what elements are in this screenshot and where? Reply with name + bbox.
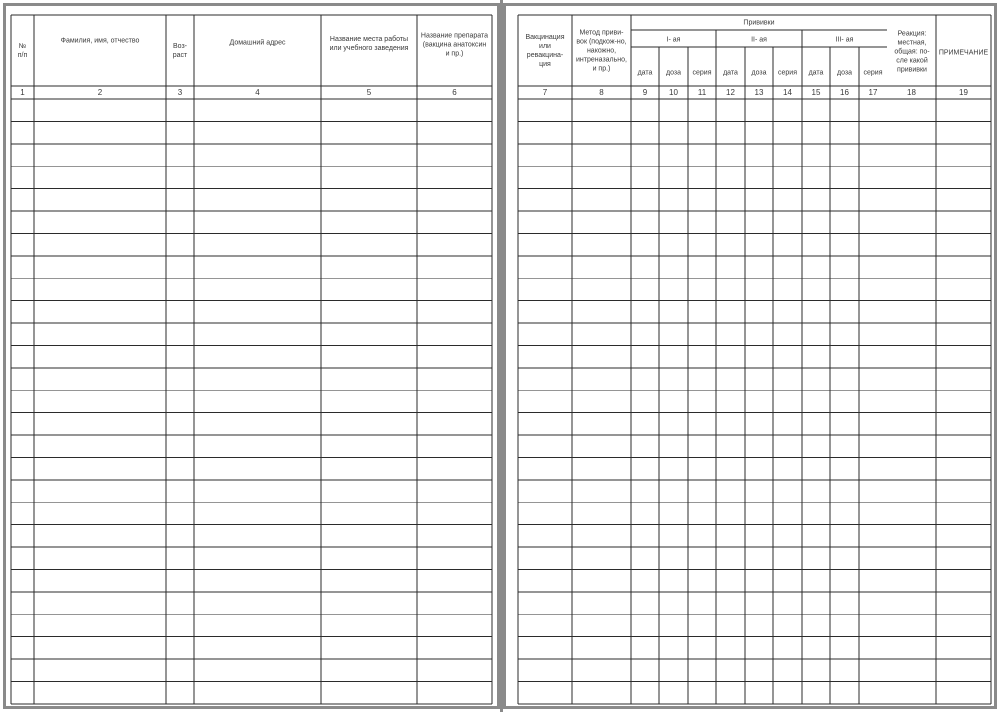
column-number-3: 3 [177, 88, 183, 97]
header-dose-group-2: II- ая [751, 36, 767, 44]
header-sub-3-3: серия [863, 69, 883, 77]
column-number-17: 17 [868, 88, 878, 97]
header-workplace: Название места работы или учебного заведения [329, 36, 409, 52]
header-sub-3-2: доза [836, 69, 853, 77]
header-sub-2-2: доза [751, 69, 767, 77]
header-remarks: ПРИМЕЧАНИЕ [938, 49, 989, 57]
header-vaccination-type: Вакцинация или ревакцина-ция [525, 34, 565, 68]
header-vaccinations-group: Прививки [743, 19, 775, 27]
header-sub-3-1: дата [808, 69, 824, 77]
column-number-6: 6 [452, 88, 457, 97]
column-number-4: 4 [255, 88, 260, 97]
header-preparation: Название препарата (вакцина анатоксин и пр.) [420, 32, 489, 58]
column-number-5: 5 [366, 88, 372, 97]
right-page-table [506, 6, 994, 706]
header-method: Метод приви-вок (подкож-но, накожно, интреназально, и пр.) [576, 29, 627, 73]
column-number-14: 14 [783, 88, 792, 97]
header-dose-group-3: III- ая [835, 36, 854, 44]
left-page [3, 3, 500, 709]
column-number-11: 11 [697, 88, 707, 97]
column-number-1: 1 [20, 88, 25, 97]
right-page [503, 3, 997, 709]
header-sub-1-2: доза [665, 69, 682, 77]
header-reaction: Реакция: местная, общая: по-сле какой прививки [894, 30, 930, 74]
header-sub-2-3: серия [778, 69, 797, 77]
header-sub-1-1: дата [637, 69, 653, 77]
header-full-name: Фамилия, имя, отчество [60, 37, 140, 45]
column-number-10: 10 [669, 88, 678, 97]
column-number-19: 19 [959, 88, 968, 97]
left-page-table [6, 6, 497, 706]
column-number-9: 9 [642, 88, 648, 97]
header-sub-1-3: серия [692, 69, 712, 77]
column-number-15: 15 [811, 88, 821, 97]
header-age: Воз-раст [172, 43, 188, 59]
column-number-16: 16 [840, 88, 849, 97]
header-home-address: Домашний адрес [229, 39, 286, 47]
column-number-12: 12 [726, 88, 735, 97]
column-number-13: 13 [754, 88, 764, 97]
column-number-18: 18 [907, 88, 916, 97]
header-dose-group-1: I- ая [666, 36, 681, 44]
column-number-2: 2 [97, 88, 103, 97]
header-sub-2-1: дата [723, 69, 738, 77]
column-number-7: 7 [542, 88, 548, 97]
column-number-8: 8 [599, 88, 604, 97]
header-number: № п/п [17, 43, 28, 59]
